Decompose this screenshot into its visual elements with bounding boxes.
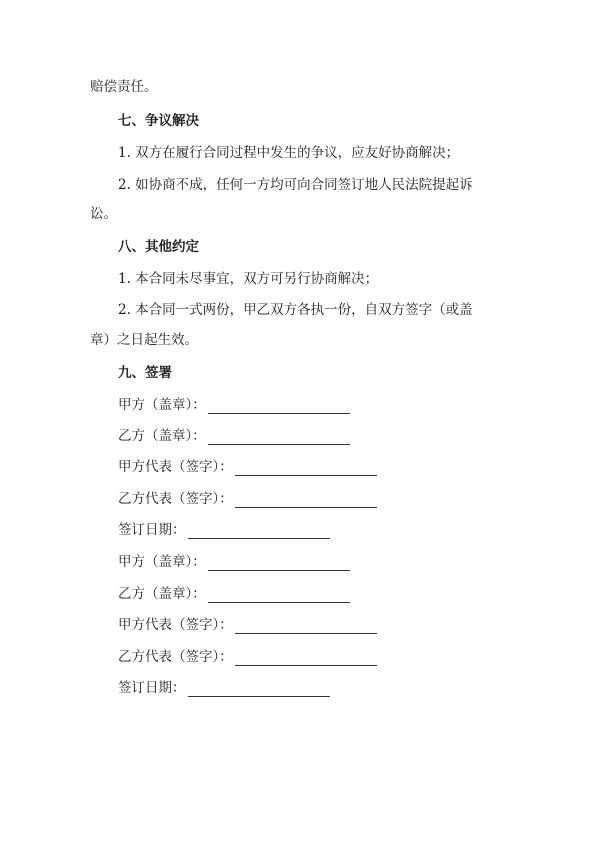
section-8-item-2-line-2: 章）之日起生效。 [90,332,198,348]
signature-blank[interactable] [208,430,350,445]
signature-line-party-b-seal [118,427,350,445]
signature-line-party-a-rep-2 [118,616,377,634]
signature-blank[interactable] [208,588,350,603]
signature-line-party-b-seal-2 [118,585,350,603]
signature-label: 甲方（盖章）： [118,554,206,570]
signature-line-date-2 [118,679,330,697]
signature-blank[interactable] [235,493,377,508]
signature-label: 乙方代表（签字）： [118,491,233,507]
signature-label: 乙方代表（签字）： [118,649,233,665]
section-8-item-2-line-1: 2. 本合同一式两份，甲乙双方各执一份，自双方签字（或盖 [118,302,473,318]
signature-blank[interactable] [235,461,377,476]
signature-blank[interactable] [208,399,350,414]
signature-label: 甲方（盖章）： [118,397,206,413]
section-8-item-1: 1. 本合同未尽事宜，双方可另行协商解决； [118,271,379,287]
signature-label: 乙方（盖章）： [118,428,206,444]
signature-line-party-b-rep-2 [118,648,377,666]
section-9-heading: 九、签署 [118,365,172,381]
signature-label: 签订日期： [118,522,186,538]
signature-line-party-a-seal [118,396,350,414]
signature-blank[interactable] [188,682,330,697]
signature-label: 签订日期： [118,680,186,696]
section-7-item-2-line-2: 讼。 [90,206,117,222]
section-7-item-2-line-1: 2. 如协商不成，任何一方均可向合同签订地人民法院提起诉 [118,177,473,193]
signature-line-date [118,521,330,539]
signature-label: 甲方代表（签字）： [118,459,233,475]
section-7-item-1: 1. 双方在履行合同过程中发生的争议，应友好协商解决； [118,145,460,161]
section-8-heading: 八、其他约定 [118,239,199,255]
signature-label: 乙方（盖章）： [118,586,206,602]
signature-line-party-a-rep [118,458,377,476]
section-7-heading: 七、争议解决 [118,113,199,129]
signature-blank[interactable] [208,556,350,571]
signature-blank[interactable] [235,619,377,634]
signature-line-party-b-rep [118,490,377,508]
continuation-text: 赔偿责任。 [90,79,158,95]
signature-line-party-a-seal-2 [118,553,350,571]
signature-blank[interactable] [188,524,330,539]
signature-blank[interactable] [235,651,377,666]
signature-label: 甲方代表（签字）： [118,617,233,633]
